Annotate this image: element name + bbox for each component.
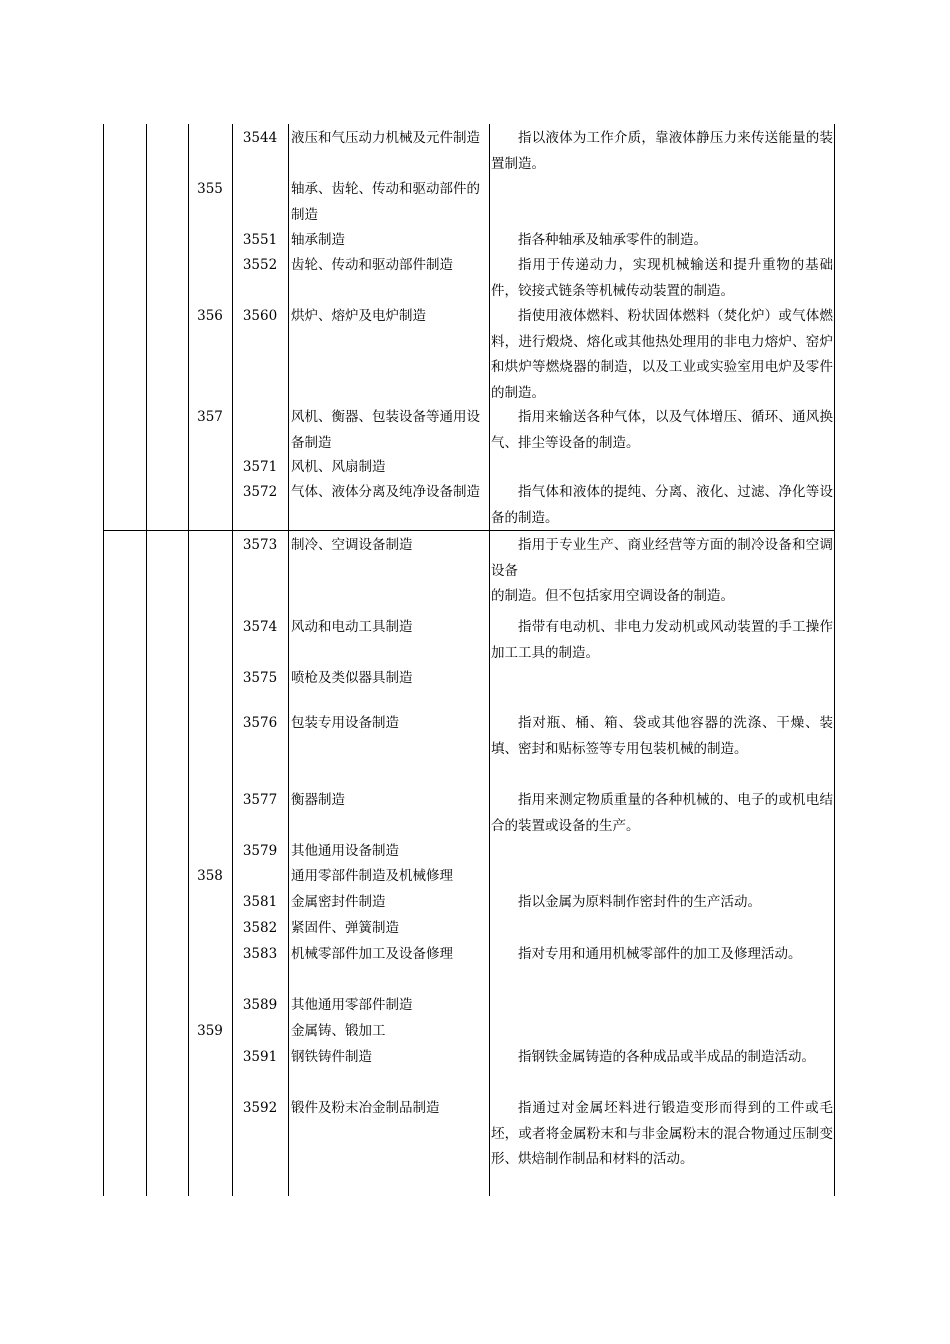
category-name: 金属密封件制造: [291, 894, 386, 910]
category-name: 制冷、空调设备制造: [291, 537, 413, 553]
category-description: 指用来输送各种气体，以及气体增压、循环、通风换气、排尘等设备的制造。: [491, 409, 833, 451]
class-code: 3551: [242, 232, 278, 248]
column-divider-5: [489, 124, 490, 1196]
category-name: 烘炉、熔炉及电炉制造: [291, 308, 426, 324]
category-name: 机械零部件加工及设备修理: [291, 946, 453, 962]
category-name: 衡器制造: [291, 792, 345, 808]
class-code: 3572: [242, 484, 278, 500]
category-description: 指通过对金属坯料进行锻造变形而得到的工件或毛坯，或者将金属粉末和与非金属粉末的混合物通过压制变形、烘焙制作制品和材料的活动。: [491, 1100, 833, 1167]
class-code: 3574: [242, 619, 278, 635]
category-description: 指用来测定物质重量的各种机械的、电子的或机电结合的装置或设备的生产。: [491, 792, 833, 834]
category-name: 风机、衡器、包装设备等通用设备制造: [291, 409, 480, 451]
category-description: 指对瓶、桶、箱、袋或其他容器的洗涤、干燥、装填、密封和贴标签等专用包装机械的制造。: [491, 715, 833, 757]
category-name: 风动和电动工具制造: [291, 619, 413, 635]
category-name: 通用零部件制造及机械修理: [291, 868, 453, 884]
column-divider-3: [232, 124, 233, 1196]
class-code: 3552: [242, 257, 278, 273]
class-code: 3592: [242, 1100, 278, 1116]
class-code: 3581: [242, 894, 278, 910]
class-code: 3576: [242, 715, 278, 731]
category-description: 指使用液体燃料、粉状固体燃料（焚化炉）或气体燃料，进行煅烧、熔化或其他热处理用的非电力熔炉、窑炉和烘炉等燃烧器的制造，以及工业或实验室用电炉及零件的制造。: [491, 308, 833, 401]
category-name: 喷枪及类似器具制造: [291, 670, 413, 686]
class-code: 3579: [242, 843, 278, 859]
class-code: 3571: [242, 459, 278, 475]
category-name: 其他通用零部件制造: [291, 997, 413, 1013]
class-code: 3583: [242, 946, 278, 962]
category-name: 金属铸、锻加工: [291, 1023, 386, 1039]
category-name: 液压和气压动力机械及元件制造: [291, 130, 480, 146]
category-name: 轴承、齿轮、传动和驱动部件的制造: [291, 181, 480, 223]
category-name: 锻件及粉末冶金制品制造: [291, 1100, 440, 1116]
group-code: 359: [197, 1023, 223, 1039]
category-description: 指用于传递动力，实现机械输送和提升重物的基础件，铰接式链条等机械传动装置的制造。: [491, 257, 833, 299]
category-name: 风机、风扇制造: [291, 459, 386, 475]
category-name: 包装专用设备制造: [291, 715, 399, 731]
group-code: 356: [197, 308, 223, 324]
class-code: 3544: [242, 130, 278, 146]
category-description: 指对专用和通用机械零部件的加工及修理活动。: [518, 946, 802, 962]
description-line: 的制造。但不包括家用空调设备的制造。: [491, 588, 734, 604]
category-description: 指以金属为原料制作密封件的生产活动。: [518, 894, 761, 910]
column-divider-1: [146, 124, 147, 1196]
category-name: 轴承制造: [291, 232, 345, 248]
class-code: 3575: [242, 670, 278, 686]
category-description: 指带有电动机、非电力发动机或风动装置的手工操作加工工具的制造。: [491, 619, 833, 661]
class-code: 3560: [242, 308, 278, 324]
class-code: 3573: [242, 537, 278, 553]
category-description: 指各种轴承及轴承零件的制造。: [518, 232, 707, 248]
category-description: [491, 533, 833, 610]
table-border-right: [834, 124, 835, 1196]
group-code: 358: [197, 868, 223, 884]
class-code: 3589: [242, 997, 278, 1013]
category-description: 指以液体为工作介质，靠液体静压力来传送能量的装置制造。: [491, 130, 833, 172]
group-code: 355: [197, 181, 223, 197]
group-code: 357: [197, 409, 223, 425]
category-description: 指钢铁金属铸造的各种成品或半成品的制造活动。: [518, 1049, 815, 1065]
column-divider-4: [288, 124, 289, 1196]
category-name: 气体、液体分离及纯净设备制造: [291, 484, 480, 500]
class-code: 3582: [242, 920, 278, 936]
category-description: 指气体和液体的提纯、分离、液化、过滤、净化等设备的制造。: [491, 484, 833, 526]
class-code: 3591: [242, 1049, 278, 1065]
category-name: 齿轮、传动和驱动部件制造: [291, 257, 453, 273]
description-line: 指用于专业生产、商业经营等方面的制冷设备和空调设备: [491, 537, 833, 579]
table-border-left: [103, 124, 104, 1196]
category-name: 紧固件、弹簧制造: [291, 920, 399, 936]
category-name: 钢铁铸件制造: [291, 1049, 372, 1065]
class-code: 3577: [242, 792, 278, 808]
category-name: 其他通用设备制造: [291, 843, 399, 859]
